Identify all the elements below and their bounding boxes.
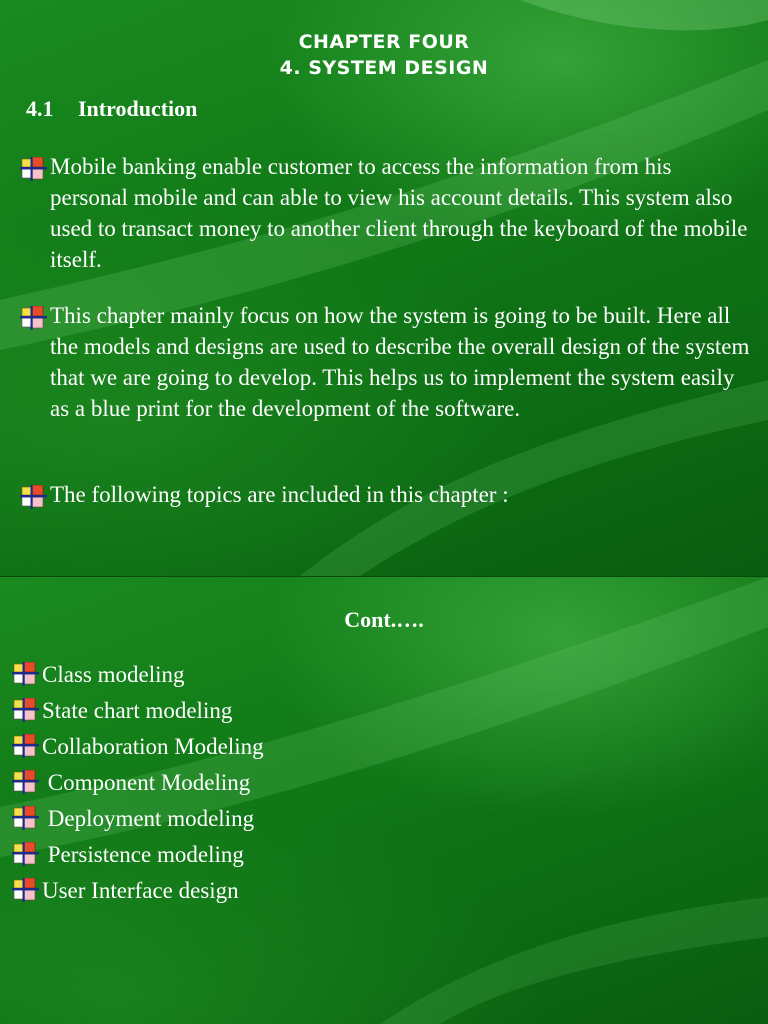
topic-label: Component Modeling <box>42 770 251 795</box>
topic-label: State chart modeling <box>42 698 233 723</box>
page-title: 4. SYSTEM DESIGN <box>279 57 489 79</box>
topic-label: Collaboration Modeling <box>42 734 264 759</box>
windows-flag-bullet-icon <box>12 698 39 722</box>
topic-label: User Interface design <box>42 878 239 903</box>
paragraph-1 <box>20 151 750 275</box>
topic-label: Deployment modeling <box>42 806 255 831</box>
continued-heading: Cont.…. <box>344 607 424 632</box>
list-item <box>12 765 251 801</box>
windows-flag-bullet-icon <box>20 306 47 330</box>
windows-flag-bullet-icon <box>12 734 39 758</box>
windows-flag-bullet-icon <box>12 878 39 902</box>
list-item <box>12 657 185 693</box>
slide-2 <box>0 577 768 1024</box>
list-item <box>12 873 239 909</box>
windows-flag-bullet-icon <box>12 842 39 866</box>
windows-flag-bullet-icon <box>20 157 47 181</box>
chapter-label: CHAPTER FOUR <box>298 31 470 53</box>
paragraph-2 <box>20 300 750 424</box>
paragraph-text: Mobile banking enable customer to access the information from his personal mobile and can able to view his account details. This system also used to transact money to another client through the keyboard of the mobile itself. <box>50 154 748 272</box>
section-heading <box>26 96 197 122</box>
paragraph-3 <box>20 479 750 510</box>
topic-label: Class modeling <box>42 662 185 687</box>
windows-flag-bullet-icon <box>12 770 39 794</box>
paragraph-text: This chapter mainly focus on how the system is going to be built. Here all the models and designs are used to describe the overall design of the system that we are going to develop. This helps us to implement the system easily as a blue print for the development of the software. <box>50 303 750 421</box>
section-title: Introduction <box>78 96 198 121</box>
topic-label: Persistence modeling <box>42 842 244 867</box>
windows-flag-bullet-icon <box>12 662 39 686</box>
section-number: 4.1 <box>26 96 54 121</box>
list-item <box>12 837 244 873</box>
list-item <box>12 693 233 729</box>
topics-list <box>12 657 264 909</box>
windows-flag-bullet-icon <box>20 485 47 509</box>
list-item <box>12 801 255 837</box>
list-item <box>12 729 264 765</box>
paragraph-text: The following topics are included in this chapter : <box>50 482 509 507</box>
windows-flag-bullet-icon <box>12 806 39 830</box>
